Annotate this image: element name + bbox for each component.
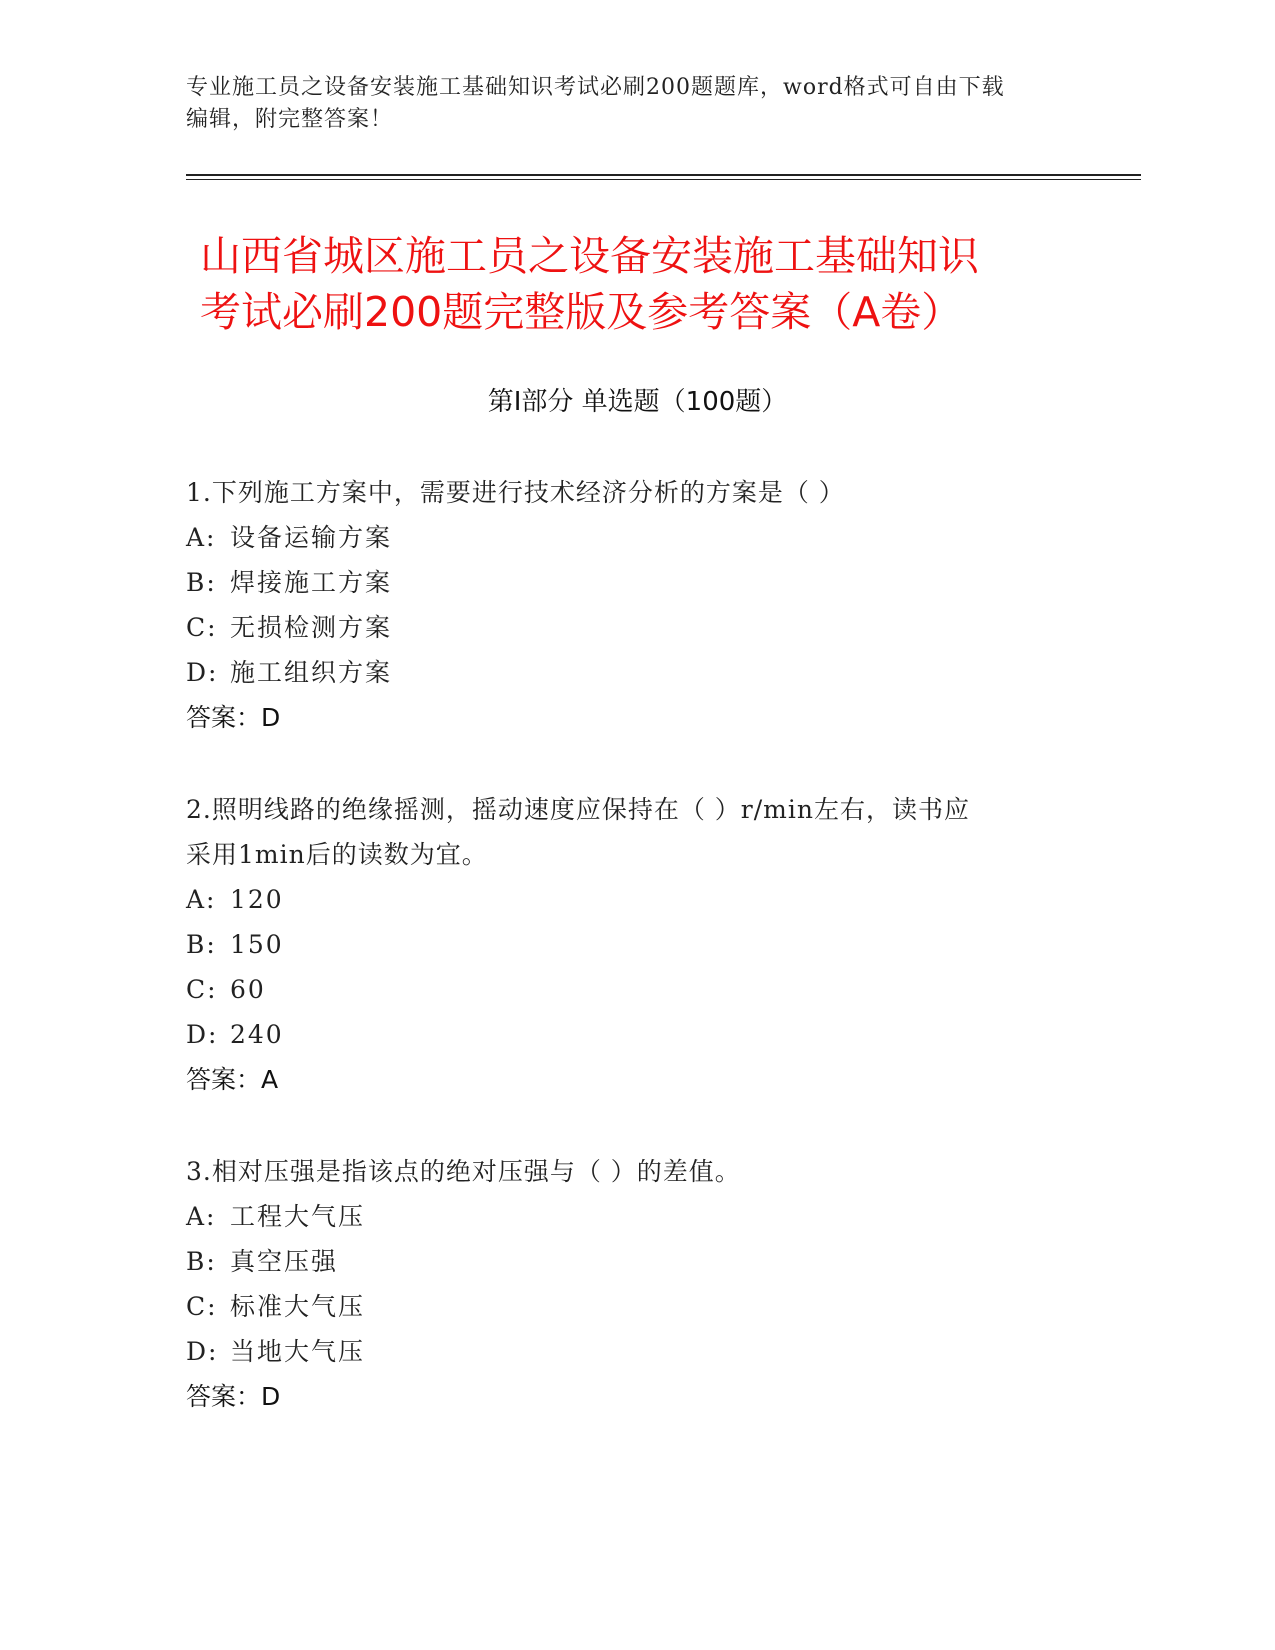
option-d [186,1329,1066,1374]
option-letter: B: [186,1247,217,1276]
option-letter: D: [186,1020,219,1049]
option-text: 240 [230,1020,284,1049]
header-note-line-1: 专业施工员之设备安装施工基础知识考试必刷200题题库，word格式可自由下载 [186,75,1005,100]
option-d [186,1012,1066,1057]
option-letter: B: [186,568,217,597]
option-c [186,605,1066,650]
header-divider-thick [186,174,1141,176]
option-letter: C: [186,1292,218,1321]
option-letter: A: [186,885,217,914]
answer: 答案：D [186,1382,281,1411]
option-a [186,1194,1066,1239]
question-3 [186,1149,1066,1419]
question-stem-line-2: 采用1min后的读数为宜。 [186,840,488,869]
question-stem: 1.下列施工方案中，需要进行技术经济分析的方案是（ ） [186,478,845,507]
option-text: 当地大气压 [230,1337,366,1366]
option-text: 设备运输方案 [230,523,393,552]
answer: 答案：D [186,703,281,732]
option-a [186,515,1066,560]
option-text: 150 [230,930,284,959]
document-title-line-2: 考试必刷200题完整版及参考答案（A卷） [200,288,963,336]
header-note [186,72,1066,136]
option-text: 真空压强 [230,1247,339,1276]
option-letter: A: [186,523,217,552]
section-title: 第Ⅰ部分 单选题（100题） [487,387,788,417]
option-text: 120 [230,885,284,914]
option-letter: B: [186,930,217,959]
question-1 [186,470,1066,740]
option-d [186,650,1066,695]
header-note-line-2: 编辑，附完整答案！ [186,107,394,132]
option-c [186,1284,1066,1329]
option-b [186,1239,1066,1284]
option-text: 施工组织方案 [230,658,393,687]
option-letter: D: [186,658,219,687]
option-b [186,560,1066,605]
option-letter: A: [186,1202,217,1231]
question-2 [186,787,1066,1102]
option-letter: C: [186,613,218,642]
option-text: 标准大气压 [230,1292,366,1321]
header-divider-thin [186,179,1141,180]
option-c [186,967,1066,1012]
document-title-line-1: 山西省城区施工员之设备安装施工基础知识 [200,232,979,280]
option-text: 无损检测方案 [230,613,393,642]
option-b [186,922,1066,967]
option-letter: D: [186,1337,219,1366]
option-text: 焊接施工方案 [230,568,393,597]
answer: 答案：A [186,1065,279,1094]
option-letter: C: [186,975,218,1004]
question-stem-line-1: 2.照明线路的绝缘摇测，摇动速度应保持在（ ）r/min左右，读书应 [186,795,970,824]
document-title [200,228,1100,340]
option-a [186,877,1066,922]
option-text: 60 [230,975,266,1004]
option-text: 工程大气压 [230,1202,366,1231]
question-stem: 3.相对压强是指该点的绝对压强与（ ）的差值。 [186,1157,741,1186]
